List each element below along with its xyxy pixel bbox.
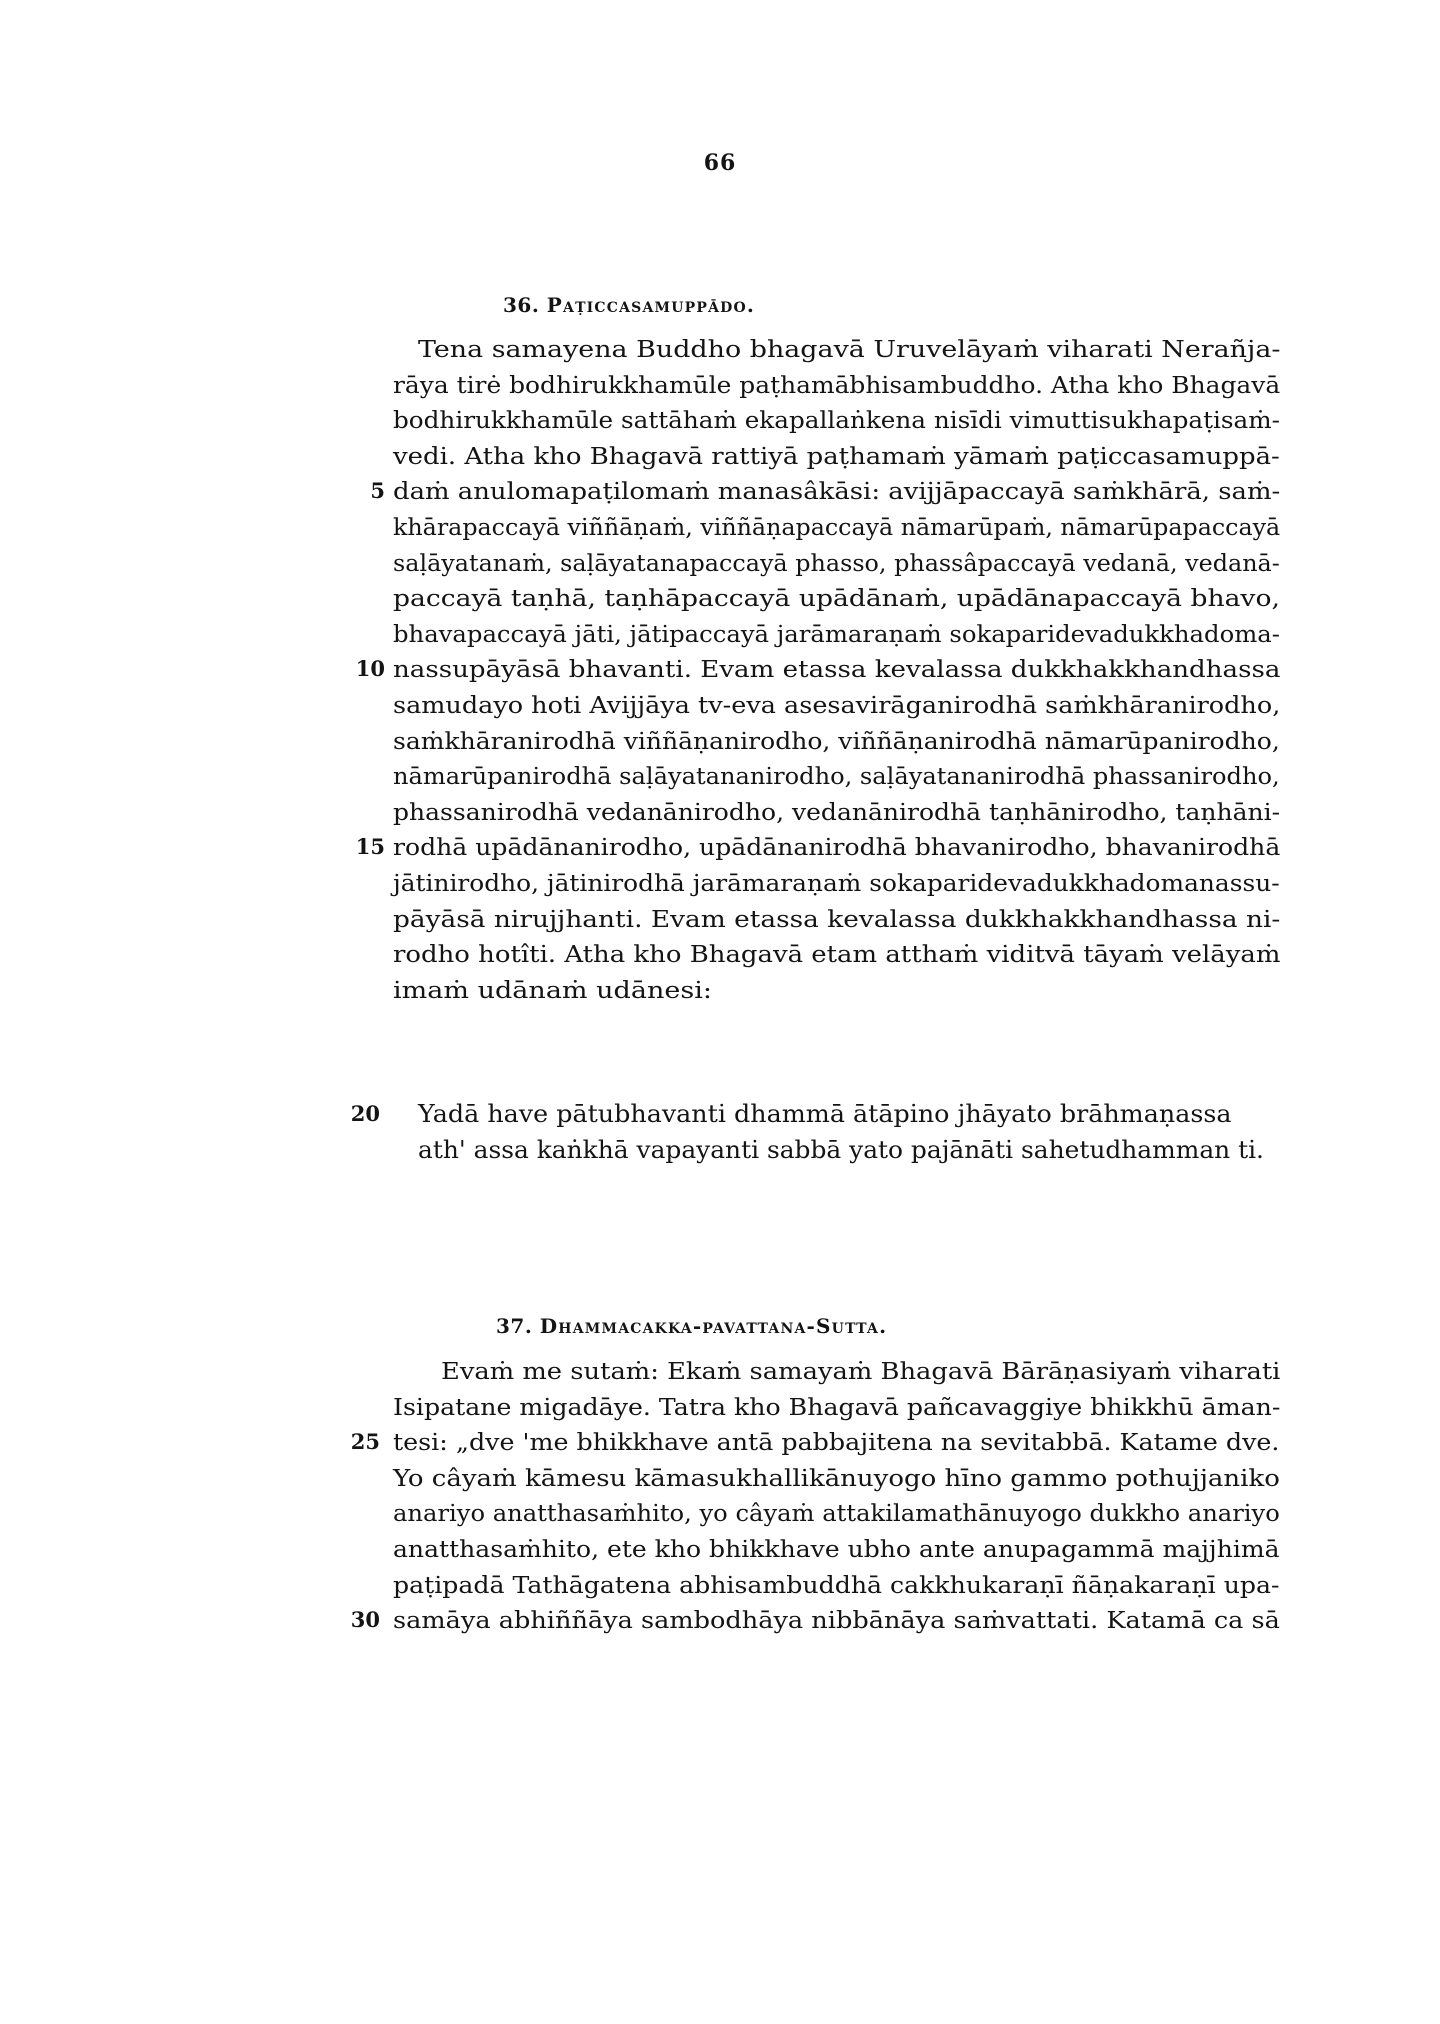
line-number: 30 — [350, 1607, 380, 1633]
text-line: pāyāsā nirujjhanti. Evam etassa kevalassa dukkhakkhandhassa ni- — [393, 904, 1281, 933]
text-line: Yo câyaṁ kāmesu kāmasukhallikānuyogo hīno gammo pothujjaniko — [393, 1463, 1280, 1492]
text-line: anatthasaṁhito, ete kho bhikkhave ubho ante anupagammā majjhimā — [393, 1535, 1280, 1563]
text-line: samudayo hoti Avijjāya tv-eva asesavirāganirodhā saṁkhāranirodho, — [393, 691, 1281, 719]
text-line: saṁkhāranirodhā viññāṇanirodho, viññāṇanirodhā nāmarūpanirodho, — [393, 726, 1280, 755]
line-number: 25 — [350, 1429, 380, 1455]
line-number: 15 — [355, 834, 385, 860]
text-line: bodhirukkhamūle sattāhaṁ ekapallaṅkena nisīdi vimuttisukhapaṭisaṁ- — [393, 406, 1280, 435]
text-line: tesi: „dve 'me bhikkhave antā pabbajitena na sevitabbā. Katame dve. — [393, 1428, 1280, 1457]
section-36-title: Paṭiccasamuppādo. — [546, 293, 756, 317]
text-line: saḷāyatanaṁ, saḷāyatanapaccayā phasso, phassâpaccayā vedanā, vedanā- — [393, 548, 1280, 577]
page-number: 66 — [703, 150, 737, 176]
text-line: anariyo anatthasaṁhito, yo câyaṁ attakilamathānuyogo dukkho anariyo — [393, 1499, 1280, 1528]
text-line: phassanirodhā vedanānirodho, vedanānirodhā taṇhānirodho, taṇhāni- — [393, 797, 1281, 826]
section-36-number: 36. — [503, 293, 540, 317]
text-line: samāya abhiññāya sambodhāya nibbānāya saṁvattati. Katamā ca sā — [393, 1606, 1280, 1635]
text-line: vedi. Atha kho Bhagavā rattiyā paṭhamaṁ yāmaṁ paṭiccasamuppā- — [393, 441, 1280, 470]
line-number: 5 — [370, 478, 385, 504]
text-line: Tena samayena Buddho bhagavā Uruvelāyaṁ viharati Nerañja- — [418, 335, 1281, 363]
section-37-number: 37. — [496, 1314, 533, 1338]
line-number: 20 — [350, 1101, 380, 1126]
text-line: paṭipadā Tathāgatena abhisambuddhā cakkhukaraṇī ñāṇakaraṇī upa- — [393, 1570, 1280, 1599]
section-37-heading — [496, 1314, 887, 1338]
text-line: paccayā taṇhā, taṇhāpaccayā upādānaṁ, upādānapaccayā bhavo, — [393, 584, 1280, 613]
text-line: bhavapaccayā jāti, jātipaccayā jarāmaraṇaṁ sokaparidevadukkhadoma- — [393, 619, 1280, 648]
text-line: Evaṁ me sutaṁ: Ekaṁ samayaṁ Bhagavā Bārāṇasiyaṁ viharati — [441, 1357, 1281, 1385]
verse-line: ath' assa kaṅkhā vapayanti sabbā yato pajānāti sahetudhamman ti. — [418, 1136, 1264, 1164]
text-line: rāya tirė bodhirukkhamūle paṭhamābhisambuddho. Atha kho Bhagavā — [393, 370, 1281, 399]
text-line: rodho hotîti. Atha kho Bhagavā etam atthaṁ viditvā tāyaṁ velāyaṁ — [393, 940, 1281, 969]
text-line: Isipatane migadāye. Tatra kho Bhagavā pañcavaggiye bhikkhū āman- — [393, 1392, 1281, 1421]
section-37-title: Dhammacakka-pavattana-Sutta. — [539, 1314, 888, 1338]
verse-line: Yadā have pātubhavanti dhammā ātāpino jhāyato brāhmaṇassa — [418, 1100, 1232, 1128]
text-line: khārapaccayā viññāṇaṁ, viññāṇapaccayā nāmarūpaṁ, nāmarūpapaccayā — [393, 513, 1281, 541]
text-line: imaṁ udānaṁ udānesi: — [393, 975, 712, 1004]
text-line: jātinirodho, jātinirodhā jarāmaraṇaṁ sokaparidevadukkhadomanassu- — [393, 869, 1280, 897]
line-number: 10 — [355, 656, 385, 682]
text-line: daṁ anulomapaṭilomaṁ manasâkāsi: avijjāpaccayā saṁkhārā, saṁ- — [393, 477, 1281, 506]
section-36-heading — [503, 293, 755, 317]
text-line: nāmarūpanirodhā saḷāyatananirodho, saḷāyatananirodhā phassanirodho, — [393, 762, 1280, 791]
text-line: rodhā upādānanirodho, upādānanirodhā bhavanirodho, bhavanirodhā — [393, 833, 1281, 862]
text-line: nassupāyāsā bhavanti. Evam etassa kevalassa dukkhakkhandhassa — [393, 655, 1281, 684]
